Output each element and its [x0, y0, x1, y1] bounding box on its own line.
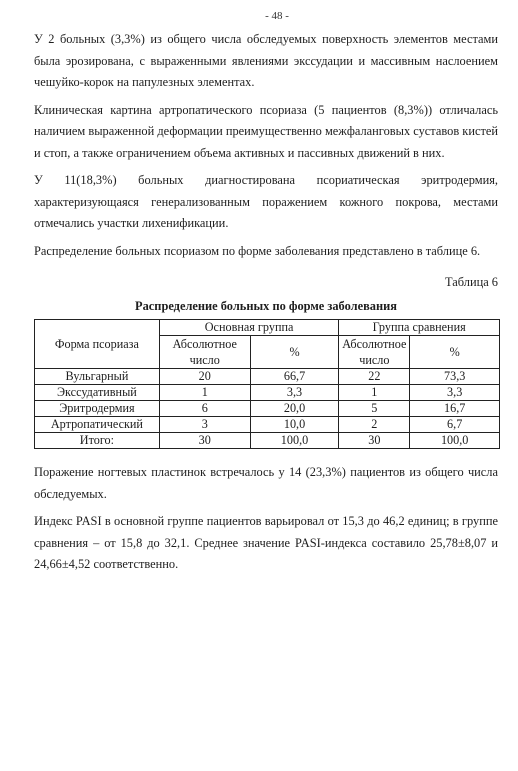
main-pct-header: % — [250, 336, 339, 369]
comparison-pct-header: % — [410, 336, 500, 369]
cell-value: 66,7 — [250, 369, 339, 385]
document-page — [34, 8, 498, 576]
paragraph-erythroderma: У 11(18,3%) больных диагностирована псориатическая эритродермия, характеризующаяся генерализованным поражением кожного покрова, местами отмечались участки лихенификации. — [34, 173, 498, 230]
cell-value: 5 — [339, 401, 410, 417]
paragraph-pasi: Индекс PASI в основной группе пациентов варьировал от 15,3 до 46,2 единиц; в группе сравнения – от 15,8 до 32,1. Среднее значение PASI-индекса составило 25,78±8,07 и 24,66±4,52 соответственно. — [34, 514, 498, 571]
main-group-header: Основная группа — [159, 320, 339, 336]
table-row — [35, 417, 500, 433]
cell-value: 1 — [159, 385, 250, 401]
cell-value: 20,0 — [250, 401, 339, 417]
table-row — [35, 401, 500, 417]
cell-value: 16,7 — [410, 401, 500, 417]
cell-value: 30 — [339, 433, 410, 449]
row-name: Артропатический — [35, 417, 160, 433]
main-abs-header: Абсолютное число — [159, 336, 250, 369]
form-header: Форма псориаза — [35, 320, 160, 369]
cell-value: 3 — [159, 417, 250, 433]
paragraph-arthropathic: Клиническая картина артропатического псориаза (5 пациентов (8,3%)) отличалась наличием выраженной деформации преимущественно межфаланговых суставов кистей и стоп, а также ограничением объема активных и пассивных движений в них. — [34, 102, 498, 160]
row-name: Эритродермия — [35, 401, 160, 417]
cell-value: 2 — [339, 417, 410, 433]
cell-value: 1 — [339, 385, 410, 401]
cell-value: 3,3 — [410, 385, 500, 401]
cell-value: 6,7 — [410, 417, 500, 433]
distribution-table — [34, 319, 500, 449]
cell-value: 20 — [159, 369, 250, 385]
cell-value: 100,0 — [250, 433, 339, 449]
paragraph-distribution: Распределение больных псориазом по форме заболевания представлено в таблице 6. — [34, 243, 481, 258]
row-name: Вульгарный — [35, 369, 160, 385]
cell-value: 73,3 — [410, 369, 500, 385]
cell-value: 3,3 — [250, 385, 339, 401]
paragraph-erosion: У 2 больных (3,3%) из общего числа обследуемых поверхность элементов местами была эрозирована, с выраженными явлениями экссудации и массивным наслоением чешуйко-корок на папулезных элементах. — [34, 32, 498, 89]
comparison-abs-header: Абсолютное число — [339, 336, 410, 369]
table-caption: Таблица 6 — [445, 275, 498, 289]
table-title: Распределение больных по форме заболевания — [135, 299, 397, 313]
cell-value: 30 — [159, 433, 250, 449]
cell-value: 22 — [339, 369, 410, 385]
table-total-row — [35, 433, 500, 449]
table-header-row — [35, 320, 500, 336]
row-name: Экссудативный — [35, 385, 160, 401]
table-row — [35, 385, 500, 401]
table-row — [35, 369, 500, 385]
paragraph-nails: Поражение ногтевых пластинок встречалось у 14 (23,3%) пациентов из общего числа обследуемых. — [34, 465, 498, 501]
cell-value: 10,0 — [250, 417, 339, 433]
cell-value: 6 — [159, 401, 250, 417]
cell-value: 100,0 — [410, 433, 500, 449]
row-name: Итого: — [35, 433, 160, 449]
comparison-group-header: Группа сравнения — [339, 320, 500, 336]
page-number: - 48 - — [265, 10, 289, 22]
